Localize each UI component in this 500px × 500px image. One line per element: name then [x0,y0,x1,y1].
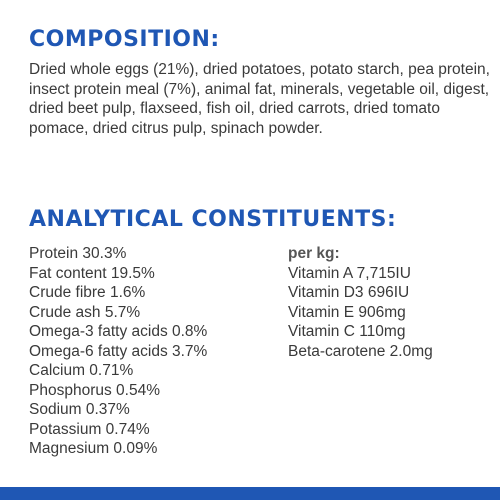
vitamins-list [288,244,433,361]
vitamin-item: Vitamin E 906mg [288,303,406,321]
composition-text: Dried whole eggs (21%), dried potatoes, potato starch, pea protein, insect protein meal (7%), animal fat, minerals, vegetable oil, digest, dried beet pulp, flaxseed, fish oil, dried carrots, dried tomato pomace, dried citrus pulp, spinach powder. [29,61,490,137]
per-kg-label: per kg: [288,245,340,262]
vitamin-item: Vitamin C 110mg [288,323,406,340]
constituent-item: Magnesium 0.09% [29,440,158,457]
constituent-item: Calcium 0.71% [29,362,134,379]
analytical-constituents-heading: ANALYTICAL CONSTITUENTS: [29,207,397,232]
constituent-item: Phosphorus 0.54% [29,381,160,399]
vitamin-item: Vitamin A 7,715IU [288,264,411,282]
constituent-item: Omega-6 fatty acids 3.7% [29,342,208,360]
constituent-item: Omega-3 fatty acids 0.8% [29,323,208,340]
constituent-item: Fat content 19.5% [29,264,155,282]
constituents-list [29,244,207,459]
constituent-item: Protein 30.3% [29,245,127,262]
constituent-item: Crude fibre 1.6% [29,284,146,301]
constituent-item: Crude ash 5.7% [29,303,141,321]
bottom-accent-bar [0,487,500,500]
vitamin-item: Vitamin D3 696IU [288,284,410,301]
constituent-item: Potassium 0.74% [29,420,150,438]
vitamin-item: Beta-carotene 2.0mg [288,342,433,360]
constituent-item: Sodium 0.37% [29,401,130,418]
composition-heading: COMPOSITION: [29,27,220,52]
